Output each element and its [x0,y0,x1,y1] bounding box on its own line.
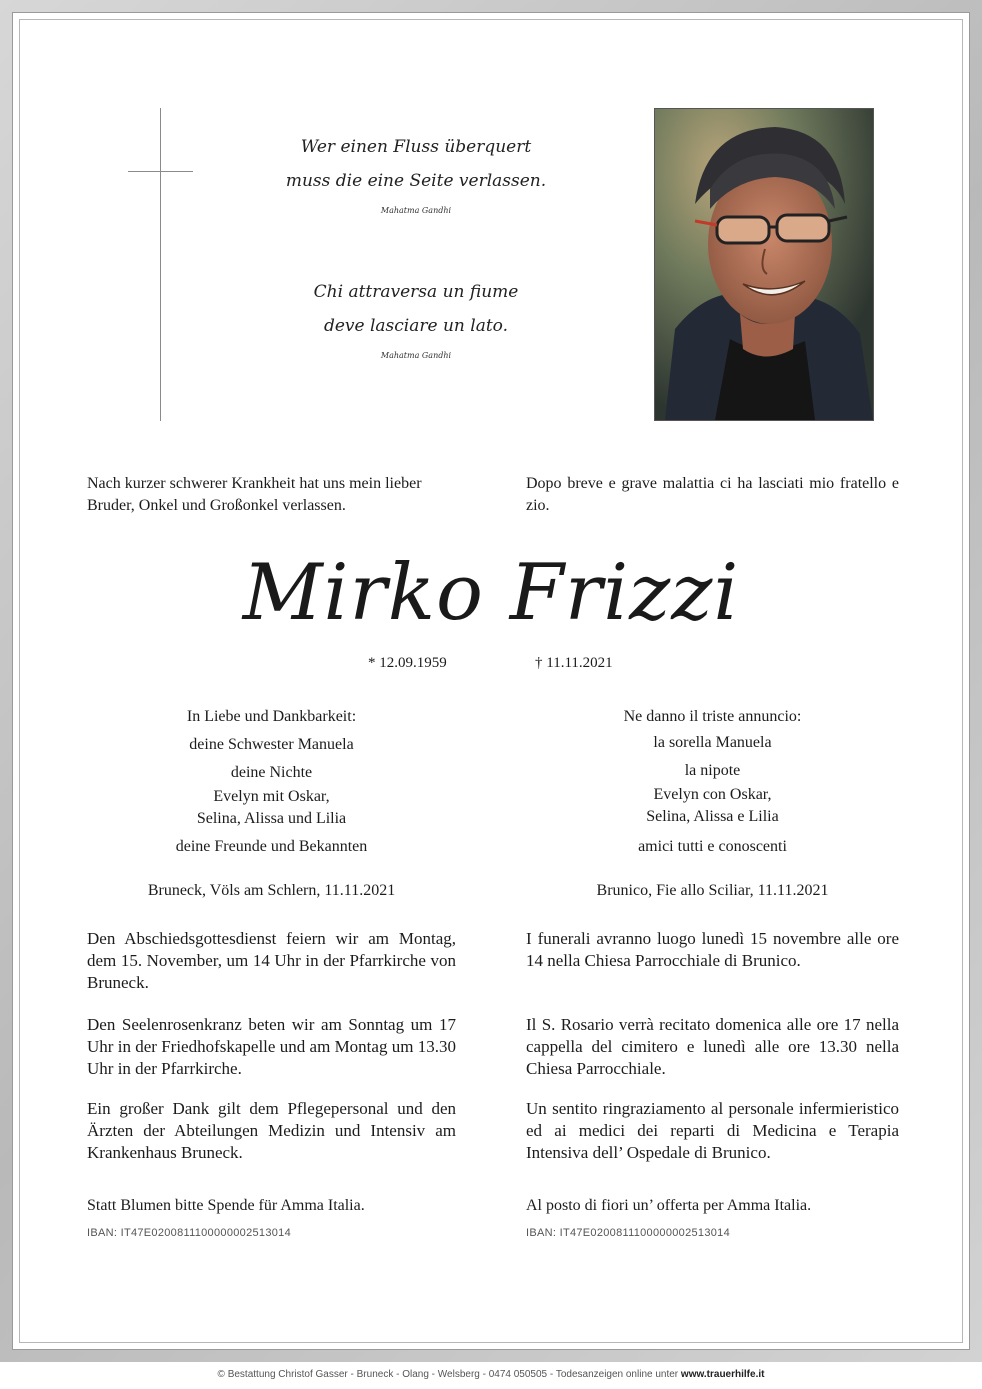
mourners-de-line: Selina, Alissa und Lilia [196,810,347,827]
cross-icon-horizontal [128,171,193,172]
mourners-it-line: Selina, Alissa e Lilia [646,808,779,825]
mourners-it-line: Evelyn con Oskar, [653,786,772,803]
mourners-it-line: la nipote [684,762,741,779]
mourners-it-line: amici tutti e conoscenti [638,838,787,855]
deceased-name: Mirko Frizzi [242,548,740,638]
mourners-de-place: Bruneck, Völs am Schlern, 11.11.2021 [147,882,396,899]
mourners-it-line: la sorella Manuela [653,734,772,751]
details-it-service: I funerali avranno luogo lunedì 15 novembre alle ore 14 nella Chiesa Parrocchiale di Brunico. [526,929,899,970]
footer [0,1369,982,1380]
footer-website-link[interactable]: www.trauerhilfe.it [680,1369,765,1380]
quote-de-line2: muss die eine Seite verlassen. [285,171,547,191]
footer-text: © Bestattung Christof Gasser - Bruneck - Olang - Welsberg - 0474 050505 - Todesanzeigen online unter [217,1369,679,1380]
quote-it-author: Mahatma Gandhi [380,351,452,360]
quote-it-line2: deve lasciare un lato. [323,316,509,336]
details-de-service: Den Abschiedsgottesdienst feiern wir am Montag, dem 15. November, um 14 Uhr in der Pfarrkirche von Bruneck. [87,929,456,992]
mourners-it-place: Brunico, Fie allo Sciliar, 11.11.2021 [596,882,829,899]
quote-de-line1: Wer einen Fluss überquert [300,137,532,157]
details-it-thanks: Un sentito ringraziamento al personale infermieristico ed ai medici dei reparti di Medicina e Terapia Intensiva dell’ Ospedale di Brunico. [526,1099,899,1162]
portrait-illustration [655,109,873,420]
mourners-de-heading: In Liebe und Dankbarkeit: [186,708,357,725]
death-date: † 11.11.2021 [535,655,613,671]
details-de-donation: Statt Blumen bitte Spende für Amma Italia. [87,1197,365,1214]
portrait-photo [654,108,874,421]
details-it-rosary: Il S. Rosario verrà recitato domenica alle ore 17 nella cappella del cimitero e lunedì alle ore 13.30 nella Chiesa Parrocchiale. [526,1015,899,1078]
mourners-it-heading: Ne danno il triste annuncio: [623,708,802,725]
details-it-iban: IBAN: IT47E0200811100000002513014 [526,1227,730,1239]
details-de-thanks: Ein großer Dank gilt dem Pflegepersonal und den Ärzten der Abteilungen Medizin und Intensiv am Krankenhaus Bruneck. [87,1099,456,1162]
details-de-iban: IBAN: IT47E0200811100000002513014 [87,1227,291,1239]
cross-icon-vertical [160,108,161,421]
details-de-rosary: Den Seelenrosenkranz beten wir am Sonntag um 17 Uhr in der Friedhofskapelle und am Montag um 13.30 Uhr in der Pfarrkirche. [87,1015,456,1078]
details-it-donation: Al posto di fiori un’ offerta per Amma Italia. [526,1197,812,1214]
quote-it-line1: Chi attraversa un fiume [313,282,519,302]
mourners-de-line: deine Nichte [230,764,313,781]
mourners-de-line: deine Schwester Manuela [189,736,354,753]
birth-date: * 12.09.1959 [368,655,447,671]
mourners-de-line: Evelyn mit Oskar, [213,788,330,805]
mourners-de-line: deine Freunde und Bekannten [175,838,368,855]
quote-de-author: Mahatma Gandhi [380,206,452,215]
intro-it: Dopo breve e grave malattia ci ha lasciati mio fratello e zio. [526,475,899,514]
intro-de: Nach kurzer schwerer Krankheit hat uns mein lieber Bruder, Onkel und Großonkel verlassen. [87,475,422,514]
